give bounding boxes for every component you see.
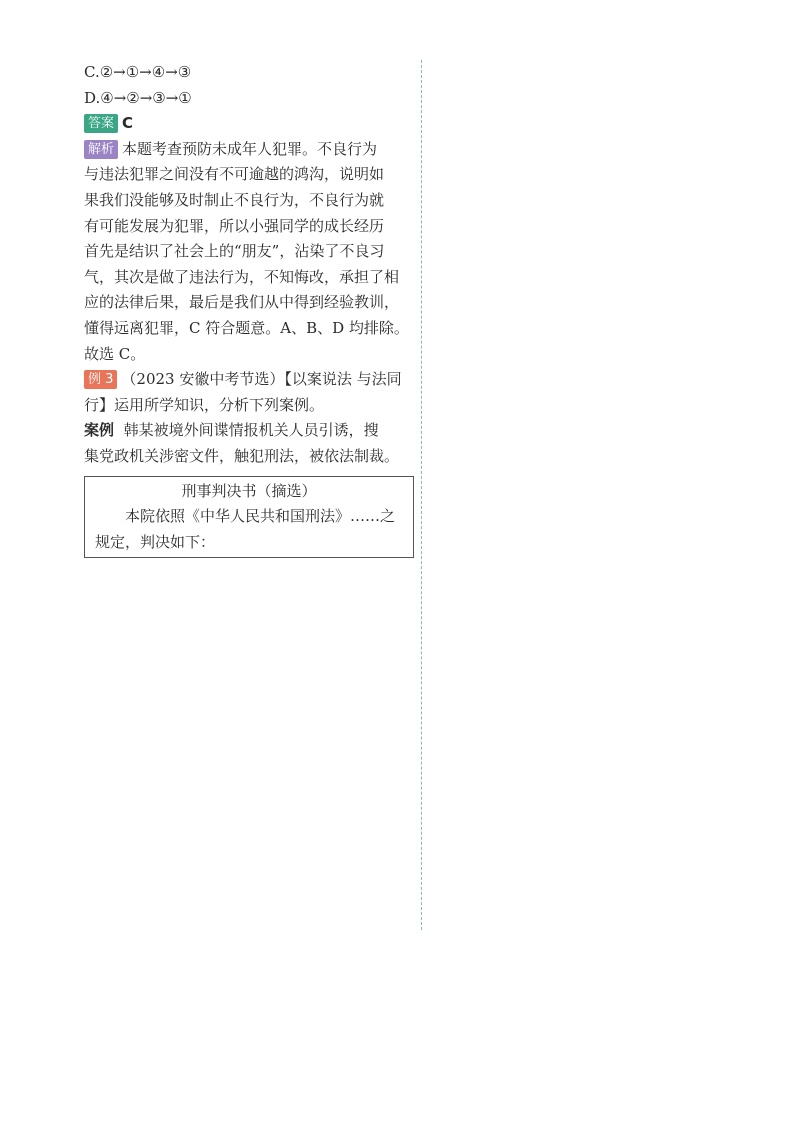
- answer-value: C: [122, 114, 134, 133]
- option-c: C.②→①→④→③: [84, 63, 192, 81]
- explanation-1: 解析 本题考查预防未成年人犯罪。不良行为 与违法犯罪之间没有不可逾越的鸿沟，说明如 果我们没能够及时制止不良行为，不良行为就 有可能发展为犯罪，所以小强同学的成长经历 首先是结识了社会上的“朋友”，沾染了不良习 气，其次是做了违法行为，不知悔改，承担了相 应的法律后果，最后是我们从中得到经验教训， 懂得远离犯罪，C 符合题意。A、B、D 均排除。 故选 C。: [84, 139, 409, 363]
- explanation-badge: 解析: [84, 140, 118, 159]
- judgment-title: 刑事判决书（摘选）: [181, 481, 317, 500]
- answer-badge: 答案: [84, 114, 118, 133]
- left-column: [84, 60, 414, 562]
- option-d: D.④→②→③→①: [84, 88, 192, 107]
- case-label: 案例: [84, 421, 115, 440]
- example-3-badge: 例 3: [84, 370, 117, 389]
- answer-1: [84, 111, 414, 137]
- judgment-box: 刑事判决书（摘选） 本院依照《中华人民共和国刑法》……之 规定，判决如下：: [84, 476, 414, 559]
- example-3: 例 3 （2023 安徽中考节选）【以案说法 与法同 行】运用所学知识，分析下列案例。: [84, 370, 402, 414]
- case: 案例 韩某被境外间谍情报机关人员引诱，搜 集党政机关涉密文件，触犯刑法，被依法制裁。: [84, 421, 400, 465]
- column-divider: [421, 60, 422, 930]
